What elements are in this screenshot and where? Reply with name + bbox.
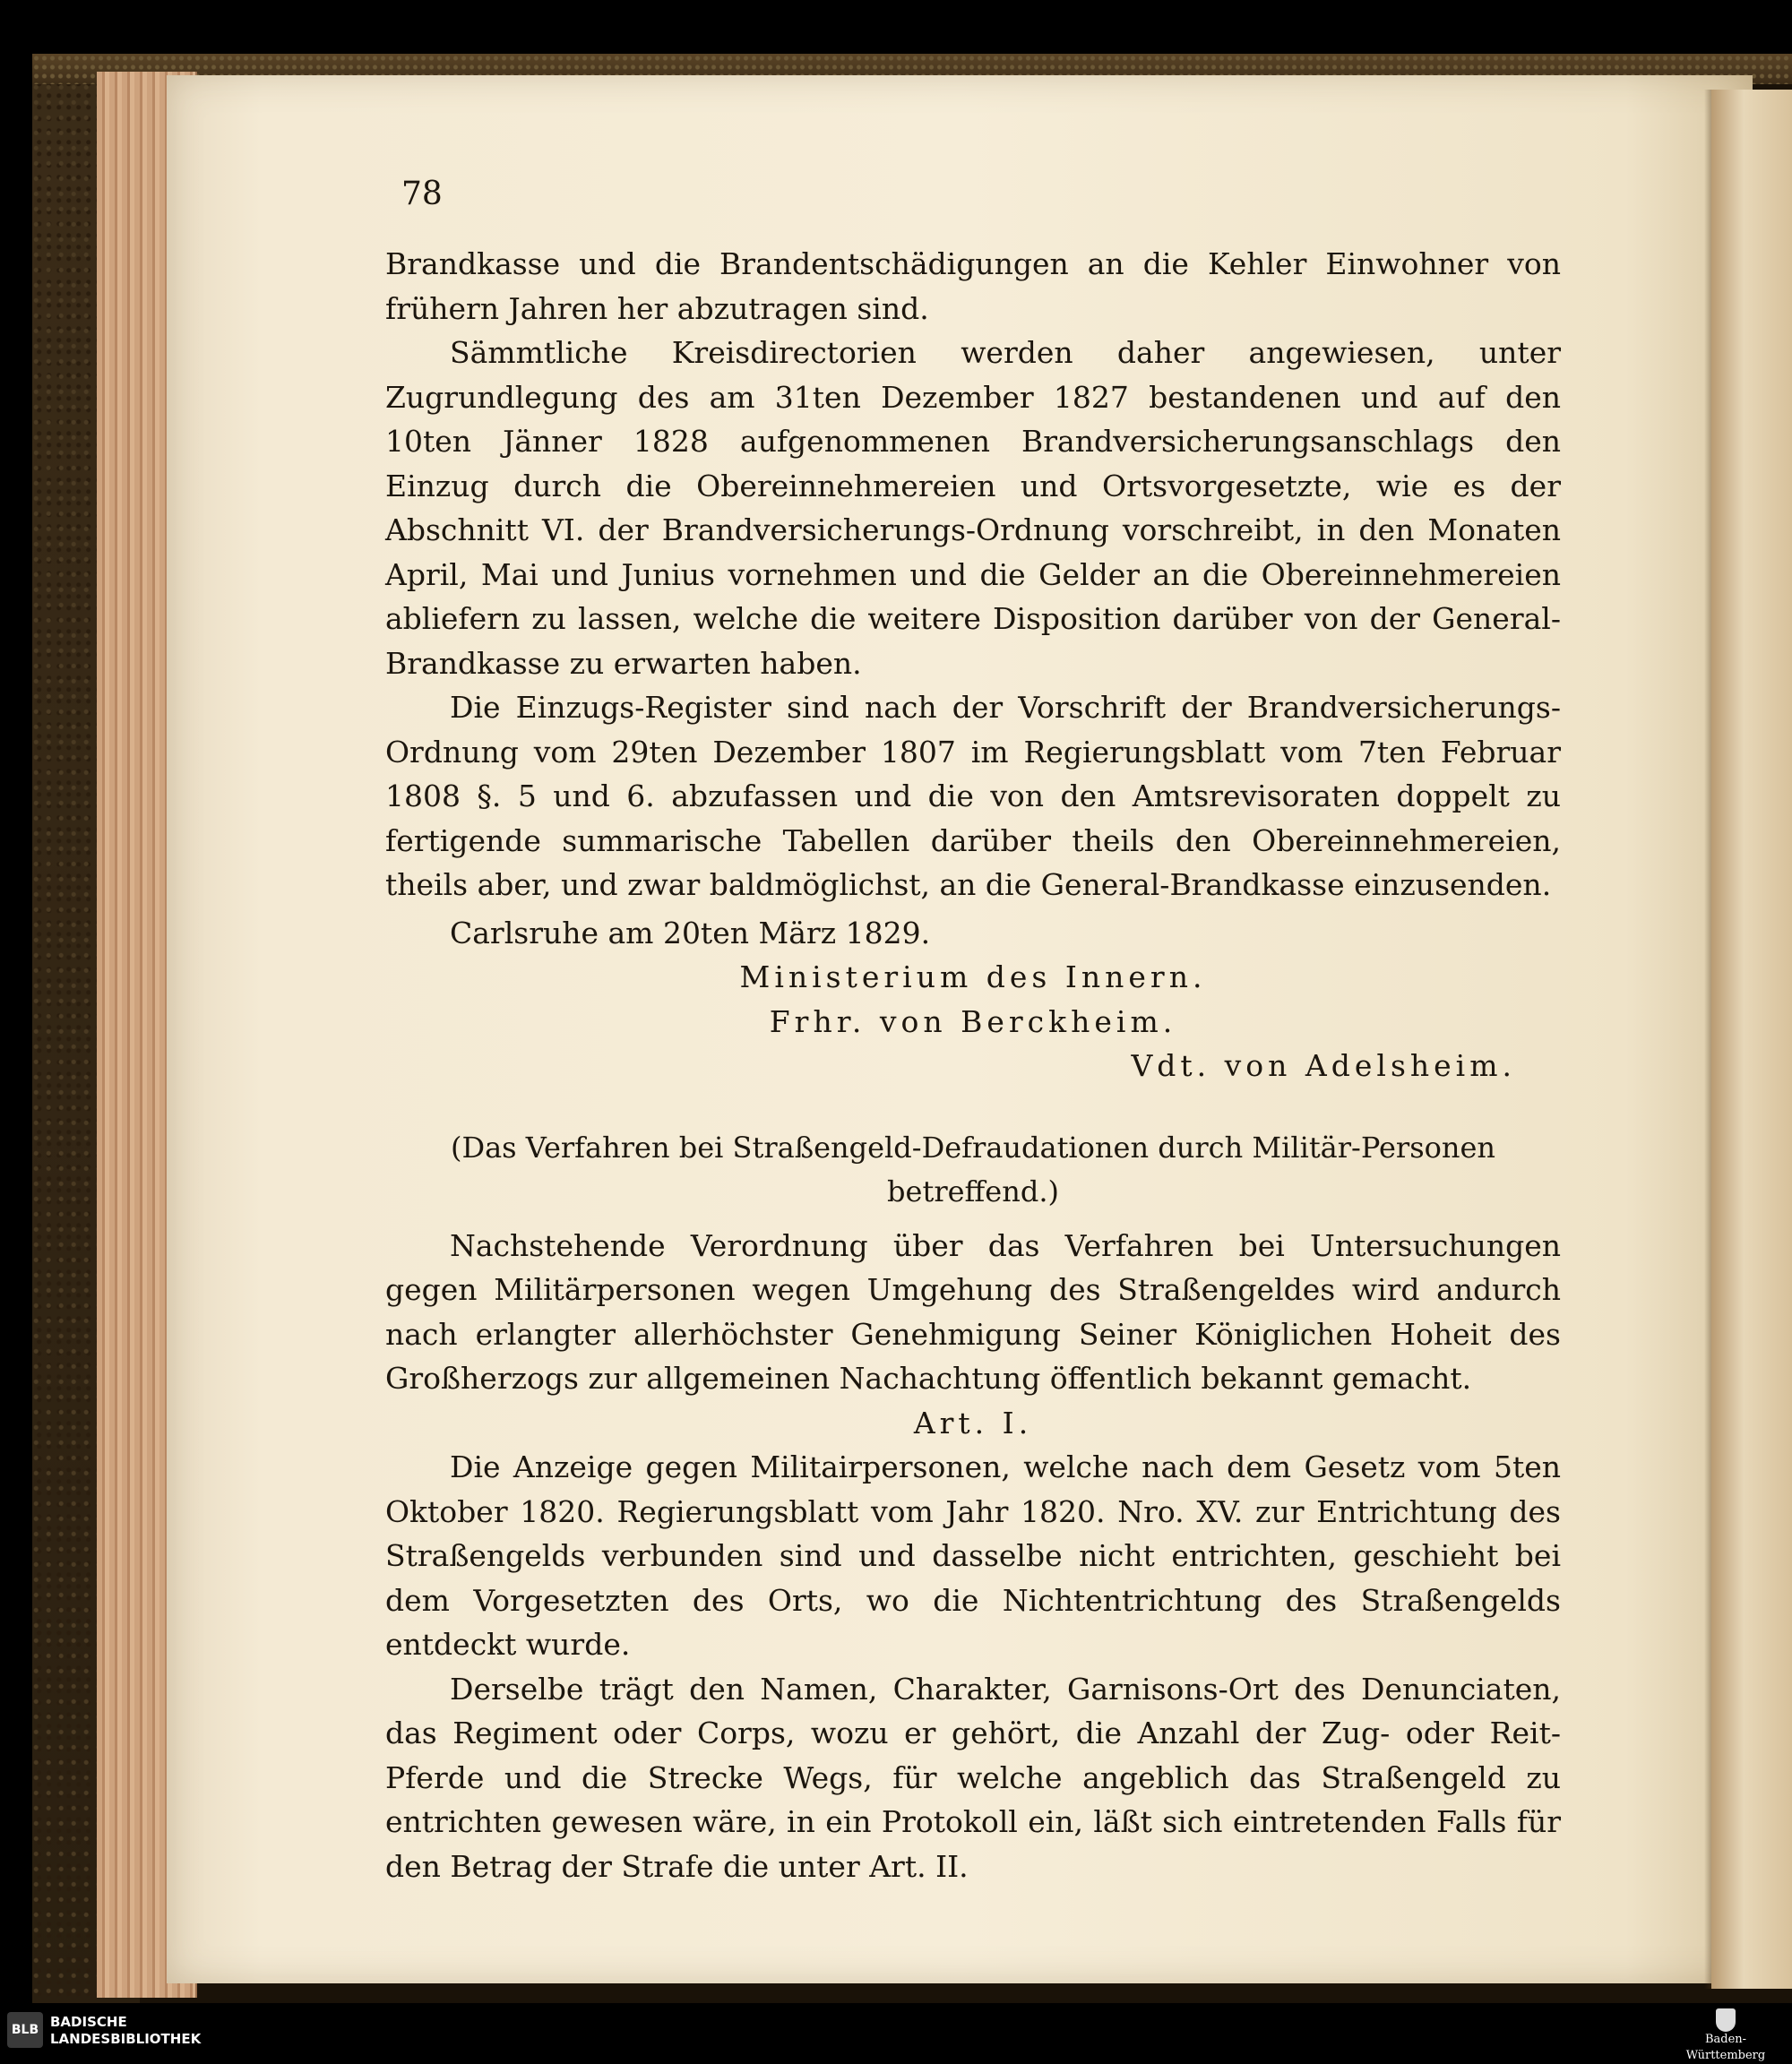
- partner-name: Baden-Württemberg: [1685, 2033, 1766, 2062]
- article-paragraph-2: Derselbe trägt den Namen, Charakter, Garnisons-Ort des Denunciaten, das Regiment oder Corps, wozu er gehört, die Anzahl der Zug- oder Reit-Pferde und die Strecke Wegs, für welche angeblich das Straßengeld zu entrichten gewesen wäre, in ein Protokoll ein, läßt sich eintretenden Falls für den Betrag der Strafe die unter Art. II.: [385, 1671, 1561, 1884]
- viewer-footer: [0, 2007, 1792, 2062]
- section-heading: (Das Verfahren bei Straßengeld-Defraudationen durch Militär-Personen betreffend.): [450, 1130, 1496, 1208]
- partner-logo[interactable]: [1672, 2008, 1779, 2062]
- library-name-line1: BADISCHE: [50, 2014, 127, 2030]
- facing-page-edge: [1711, 90, 1792, 1989]
- library-name: [50, 2014, 201, 2048]
- place-date: Carlsruhe am 20ten März 1829.: [450, 915, 931, 950]
- blb-logo[interactable]: BLB: [7, 2012, 43, 2048]
- page-number: 78: [401, 176, 443, 212]
- paragraph-registers: Die Einzugs-Register sind nach der Vorschrift der Brandversicherungs-Ordnung vom 29ten Dezember 1807 im Regierungsblatt vom 7ten Februar 1808 §. 5 und 6. abzufassen und die von den Amtsrevisoraten doppelt zu fertigende summarische Tabellen darüber theils den Obereinnehmereien, theils aber, und zwar baldmöglichst, an die General-Brandkasse einzusenden.: [385, 690, 1561, 902]
- signatory: Frhr. von Berckheim.: [769, 1003, 1177, 1039]
- coat-of-arms-icon: [1716, 2008, 1736, 2032]
- article-title: Art. I.: [913, 1405, 1033, 1440]
- paragraph-instructions: Sämmtliche Kreisdirectorien werden daher angewiesen, unter Zugrundlegung des am 31ten Dezember 1827 bestandenen und auf den 10ten Jänner 1828 aufgenommenen Brandversicherungsanschlags den Einzug durch die Obereinnehmereien und Ortsvorgesetzte, wie es der Abschnitt VI. der Brandversicherungs-Ordnung vorschreibt, in den Monaten April, Mai und Junius vornehmen und die Gelder an die Obereinnehmereien abliefern zu lassen, welche die weitere Disposition darüber von der General-Brandkasse zu erwarten haben.: [385, 335, 1561, 681]
- countersignature: Vdt. von Adelsheim.: [1131, 1048, 1516, 1083]
- page-text: [385, 242, 1561, 1888]
- paragraph-continuation: Brandkasse und die Brandentschädigungen an die Kehler Einwohner von frühern Jahren her abzutragen sind.: [385, 246, 1561, 326]
- library-name-line2: LANDESBIBLIOTHEK: [50, 2031, 202, 2047]
- ordinance-intro: Nachstehende Verordnung über das Verfahren bei Untersuchungen gegen Militärpersonen wegen Umgehung des Straßengeldes wird andurch nach erlangter allerhöchster Genehmigung Seiner Königlichen Hoheit des Großherzogs zur allgemeinen Nachachtung öffentlich bekannt gemacht.: [385, 1227, 1561, 1396]
- article-paragraph-1: Die Anzeige gegen Militairpersonen, welche nach dem Gesetz vom 5ten Oktober 1820. Regierungsblatt vom Jahr 1820. Nro. XV. zur Entrichtung des Straßengelds verbunden sind und dasselbe nicht entrichten, geschieht bei dem Vorgesetzten des Orts, wo die Nichtentrichtung des Straßengelds entdeckt wurde.: [385, 1449, 1561, 1662]
- issuing-authority: Ministerium des Innern.: [739, 959, 1207, 994]
- section-gap: [385, 1088, 1561, 1126]
